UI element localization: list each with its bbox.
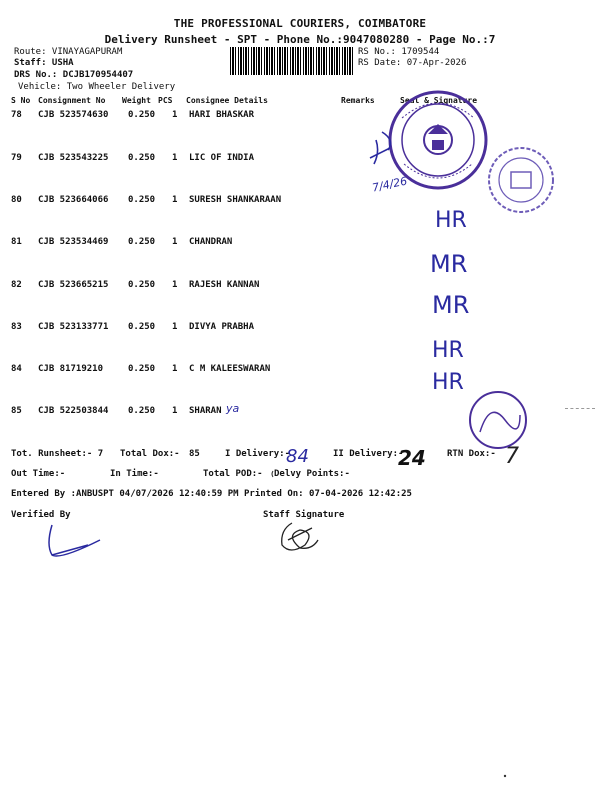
row-sno: 78 — [11, 110, 22, 120]
hand-row83: MR — [432, 291, 470, 319]
row-weight: 0.250 — [128, 280, 156, 290]
row-consignment: CJB 522503844 — [38, 406, 109, 416]
cbe-stamp — [470, 392, 526, 448]
rs-number: RS No.: 1709544 — [358, 47, 440, 57]
hand-row84: HR — [432, 338, 464, 363]
row-pcs: 1 — [172, 406, 178, 416]
total-dox-label: Total Dox:- — [120, 449, 180, 459]
i-delivery-label: I Delivery:- — [225, 449, 291, 459]
row-weight: 0.250 — [128, 406, 156, 416]
company-title: THE PROFESSIONAL COURIERS, COIMBATORE — [173, 17, 427, 30]
printed-on: Printed On: 07-04-2026 12:42:25 — [244, 489, 412, 499]
row-weight: 0.250 — [128, 322, 156, 332]
hand-i-delivery: 84 — [286, 446, 309, 467]
row-consignee: LIC OF INDIA — [189, 153, 255, 163]
col-remarks: Remarks — [341, 96, 375, 105]
row-consignment: CJB 523664066 — [38, 195, 109, 205]
row79-signature — [370, 132, 390, 164]
col-sno: S No — [11, 96, 31, 105]
staff-signature — [282, 523, 318, 550]
total-pod: Total POD:- — [203, 469, 263, 479]
hand-row85: HR — [432, 370, 464, 395]
hand-rtn-dox: 7 — [505, 444, 519, 469]
row-pcs: 1 — [172, 153, 178, 163]
row-consignee: SHARAN — [189, 406, 222, 416]
row-pcs: 1 — [172, 364, 178, 374]
row-sno: 85 — [11, 406, 22, 416]
row-consignee: DIVYA PRABHA — [189, 322, 255, 332]
row-consignment: CJB 523133771 — [38, 322, 109, 332]
verified-by: Verified By — [11, 510, 71, 520]
row-sno: 83 — [11, 322, 22, 332]
row-weight: 0.250 — [128, 237, 156, 247]
hand-row82: MR — [430, 250, 468, 278]
row-consignee: HARI BHASKAR — [189, 110, 255, 120]
row-consignment: CJB 523665215 — [38, 280, 109, 290]
hand-ii-delivery: 24 — [398, 446, 426, 470]
rs-date: RS Date: 07-Apr-2026 — [358, 58, 467, 68]
lic-stamp — [489, 148, 553, 212]
row-sno: 79 — [11, 153, 22, 163]
separator-line — [565, 408, 595, 409]
hand-row79-date: 7/4/26 — [371, 174, 409, 195]
row-consignment: CJB 81719210 — [38, 364, 104, 374]
row-pcs: 1 — [172, 195, 178, 205]
row-consignment: CJB 523534469 — [38, 237, 109, 247]
total-dox-value: 85 — [189, 449, 200, 459]
tot-runsheet: Tot. Runsheet:- 7 — [11, 449, 104, 459]
col-consignment: Consignment No — [38, 96, 106, 105]
route: Route: VINAYAGAPURAM — [14, 47, 123, 57]
row-consignment: CJB 523543225 — [38, 153, 109, 163]
row-weight: 0.250 — [128, 364, 156, 374]
drs-value: DCJB170954407 — [62, 70, 134, 80]
drs-label: DRS No.: — [14, 70, 58, 80]
row-consignee: SURESH SHANKARAAN — [189, 195, 282, 205]
entered-by: Entered By :ANBUSPT 04/07/2026 12:40:59 PM — [11, 489, 239, 499]
row-pcs: 1 — [172, 110, 178, 120]
delvy-mark — [272, 471, 273, 477]
row-pcs: 1 — [172, 322, 178, 332]
drs-number — [14, 70, 133, 80]
hand-row85-suffix: ya — [226, 402, 240, 415]
row-consignee: RAJESH KANNAN — [189, 280, 260, 290]
in-time: In Time:- — [110, 469, 159, 479]
row-sno: 80 — [11, 195, 22, 205]
row-pcs: 1 — [172, 280, 178, 290]
row-weight: 0.250 — [128, 153, 156, 163]
row-sno: 82 — [11, 280, 22, 290]
row-weight: 0.250 — [128, 110, 156, 120]
barcode — [230, 47, 355, 75]
row-consignment: CJB 523574630 — [38, 110, 109, 120]
row-sno: 84 — [11, 364, 22, 374]
delvy-points: Delvy Points:- — [274, 469, 350, 479]
row-weight: 0.250 — [128, 195, 156, 205]
hand-row81: HR — [435, 208, 467, 233]
out-time: Out Time:- — [11, 469, 66, 479]
staff-signature-label: Staff Signature — [263, 510, 345, 520]
col-weight: Weight — [122, 96, 151, 105]
col-consignee: Consignee Details — [186, 96, 268, 105]
row-pcs: 1 — [172, 237, 178, 247]
staff: Staff: USHA — [14, 58, 74, 68]
row-sno: 81 — [11, 237, 22, 247]
ii-delivery-label: II Delivery:- — [333, 449, 404, 459]
verified-signature — [49, 525, 100, 556]
vehicle: Vehicle: Two Wheeler Delivery — [18, 82, 176, 92]
row-consignee: CHANDRAN — [189, 237, 233, 247]
row-consignee: C M KALEESWARAN — [189, 364, 271, 374]
rtn-dox-label: RTN Dox:- — [447, 449, 496, 459]
dot — [504, 775, 506, 777]
col-pcs: PCS — [158, 96, 173, 105]
runsheet-title: Delivery Runsheet - SPT - Phone No.:9047080280 - Page No.:7 — [104, 33, 496, 46]
col-seal: Seal & Signature — [400, 96, 478, 105]
